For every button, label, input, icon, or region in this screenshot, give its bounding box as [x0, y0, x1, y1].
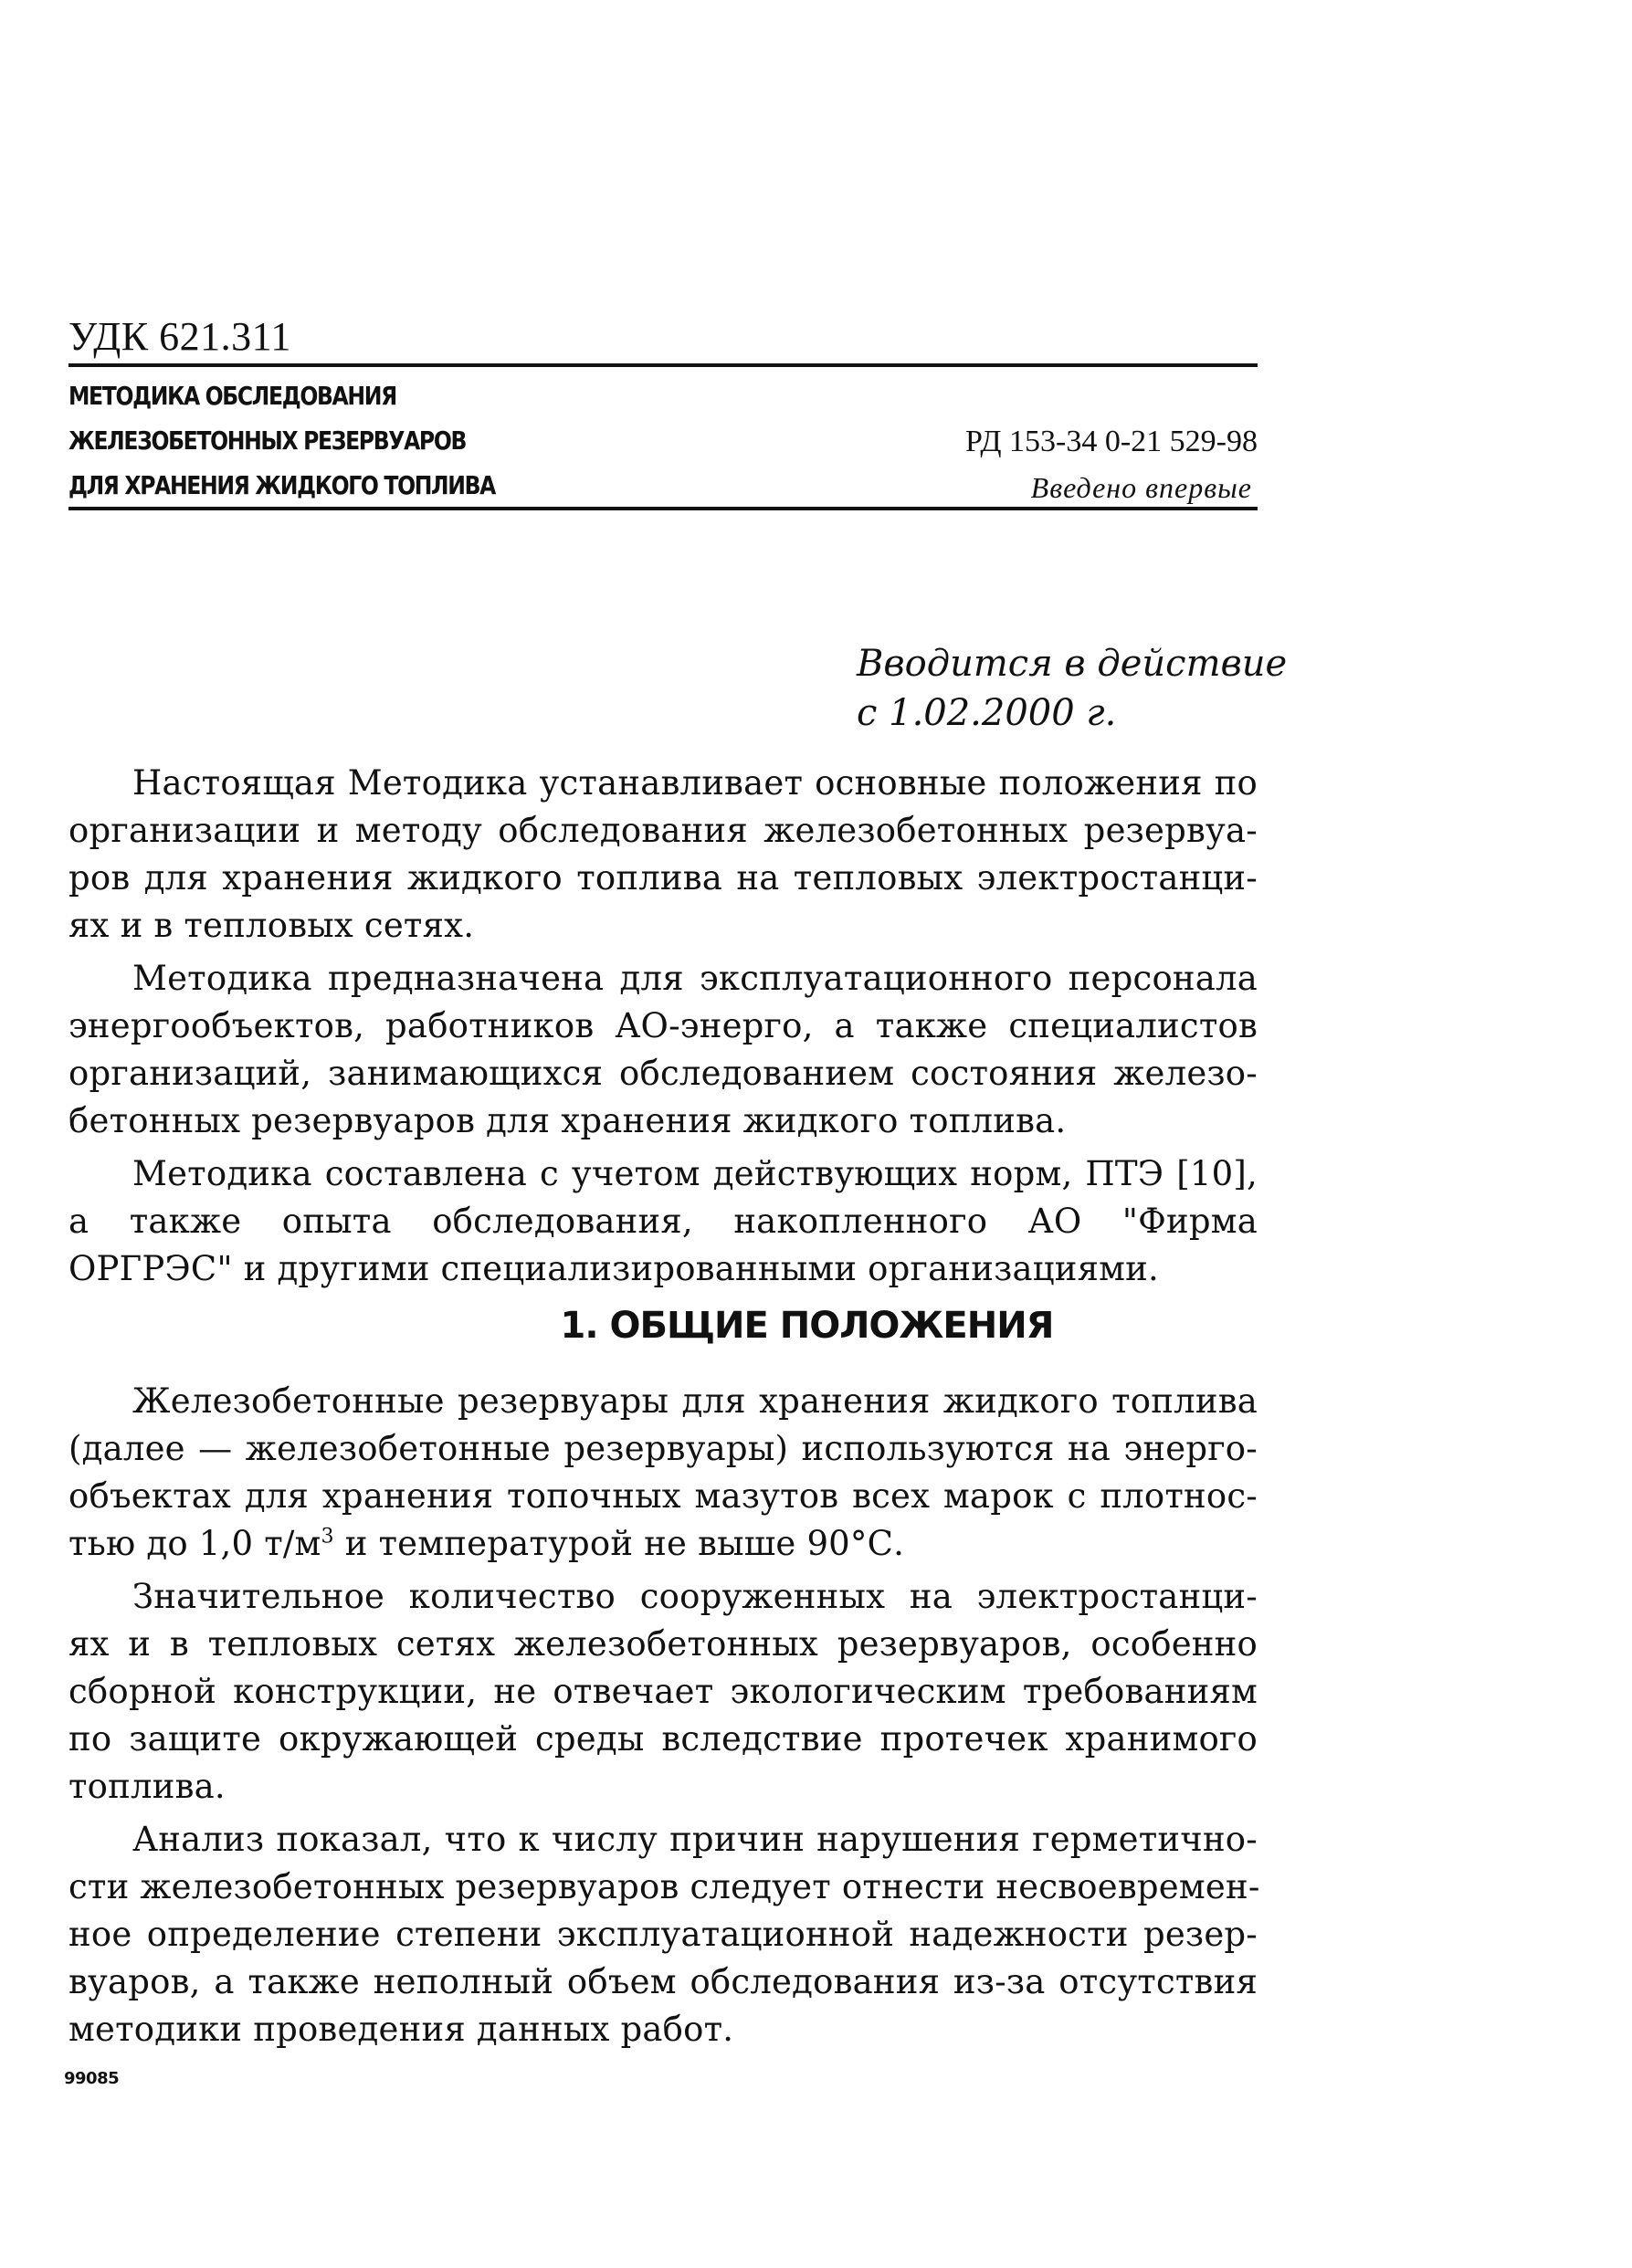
document-code: РД 153-34 0-21 529-98: [964, 425, 1258, 458]
text-line: методики проведения данных работ.: [68, 2010, 734, 2049]
text-line: бетонных резервуаров для хранения жидкого топлива.: [68, 1101, 1067, 1140]
text-line: сборной конструкции, не отвечает экологическим требованиям: [68, 1672, 1258, 1711]
text-line: ров для хранения жидкого топлива на тепловых электростанци-: [68, 858, 1258, 898]
text-line: сти железобетонных резервуаров следует отнести несвоевремен-: [68, 1867, 1260, 1906]
text-line: Значительное количество сооруженных на электростанци-: [132, 1577, 1258, 1616]
text-line: ях и в тепловых сетях.: [68, 906, 475, 945]
effective-line-1: Вводится в действие: [857, 643, 1288, 685]
text-line: Методика предназначена для эксплуатационного персонала: [132, 959, 1258, 998]
text-line: ное определение степени эксплуатационной надежности резер-: [68, 1915, 1258, 1954]
text-line: тью до 1,0 $т/м^3$ и температурой не выше 90°С.: [68, 1524, 905, 1563]
text-line: ях и в тепловых сетях железобетонных резервуаров, особенно: [68, 1624, 1258, 1664]
section-1-paragraph-3: [68, 1816, 1258, 2053]
text-line: топлива.: [68, 1767, 226, 1806]
section-1-body: [68, 1378, 1258, 2053]
preamble-paragraph-2: [68, 955, 1258, 1145]
preamble-paragraph-3: [68, 1150, 1258, 1293]
text-line: вуаров, а также неполный объем обследования из-за отсутствия: [68, 1962, 1258, 2001]
text-line: Методика составлена с учетом действующих норм, ПТЭ [10],: [132, 1154, 1258, 1193]
text-line: Железобетонные резервуары для хранения жидкого топлива: [132, 1381, 1258, 1421]
text-line: энергообъектов, работников АО-энерго, а также специалистов: [68, 1006, 1258, 1045]
section-1-heading: [0, 1305, 1632, 1347]
text-line: ОРГРЭС" и другими специализированными организациями.: [68, 1249, 1159, 1288]
text-line: организаций, занимающихся обследованием состояния железо-: [68, 1054, 1258, 1093]
text-line: Анализ показал, что к числу причин нарушения герметично-: [132, 1820, 1258, 1859]
document-title-line-1: МЕТОДИКА ОБСЛЕДОВАНИЯ: [68, 381, 396, 411]
text-line: объектах для хранения топочных мазутов всех марок с плотнос-: [68, 1476, 1258, 1516]
footer-code: 99085: [64, 2069, 120, 2088]
text-line: (далее — железобетонные резервуары) используются на энерго-: [68, 1429, 1258, 1468]
header-rule-top: [68, 363, 1258, 367]
text-line: а также опыта обследования, накопленного АО "Фирма: [68, 1202, 1258, 1241]
text-line: организации и методу обследования железобетонных резервуа-: [68, 811, 1258, 850]
superscript: 3: [321, 1525, 334, 1549]
text-line: по защите окружающей среды вследствие протечек хранимого: [68, 1719, 1258, 1759]
effective-line-2: с 1.02.2000 г.: [857, 692, 1117, 734]
header-rule-bottom: [68, 507, 1258, 510]
udk-code: УДК 621.311: [68, 314, 291, 359]
text-line: Настоящая Методика устанавливает основные положения по: [132, 763, 1258, 803]
introduction-note: Введено впервые: [1030, 471, 1252, 504]
section-1-paragraph-2: [68, 1573, 1258, 1811]
preamble-paragraph-1: [68, 760, 1258, 950]
document-title-line-3: ДЛЯ ХРАНЕНИЯ ЖИДКОГО ТОПЛИВА: [68, 470, 496, 500]
preamble: [68, 760, 1258, 1293]
document-title-line-2: ЖЕЛЕЗОБЕТОННЫХ РЕЗЕРВУАРОВ: [68, 425, 467, 456]
section-1-title: 1. ОБЩИЕ ПОЛОЖЕНИЯ: [560, 1305, 1054, 1347]
section-1-paragraph-1: [68, 1378, 1258, 1568]
effective-date-block: [857, 639, 1287, 738]
